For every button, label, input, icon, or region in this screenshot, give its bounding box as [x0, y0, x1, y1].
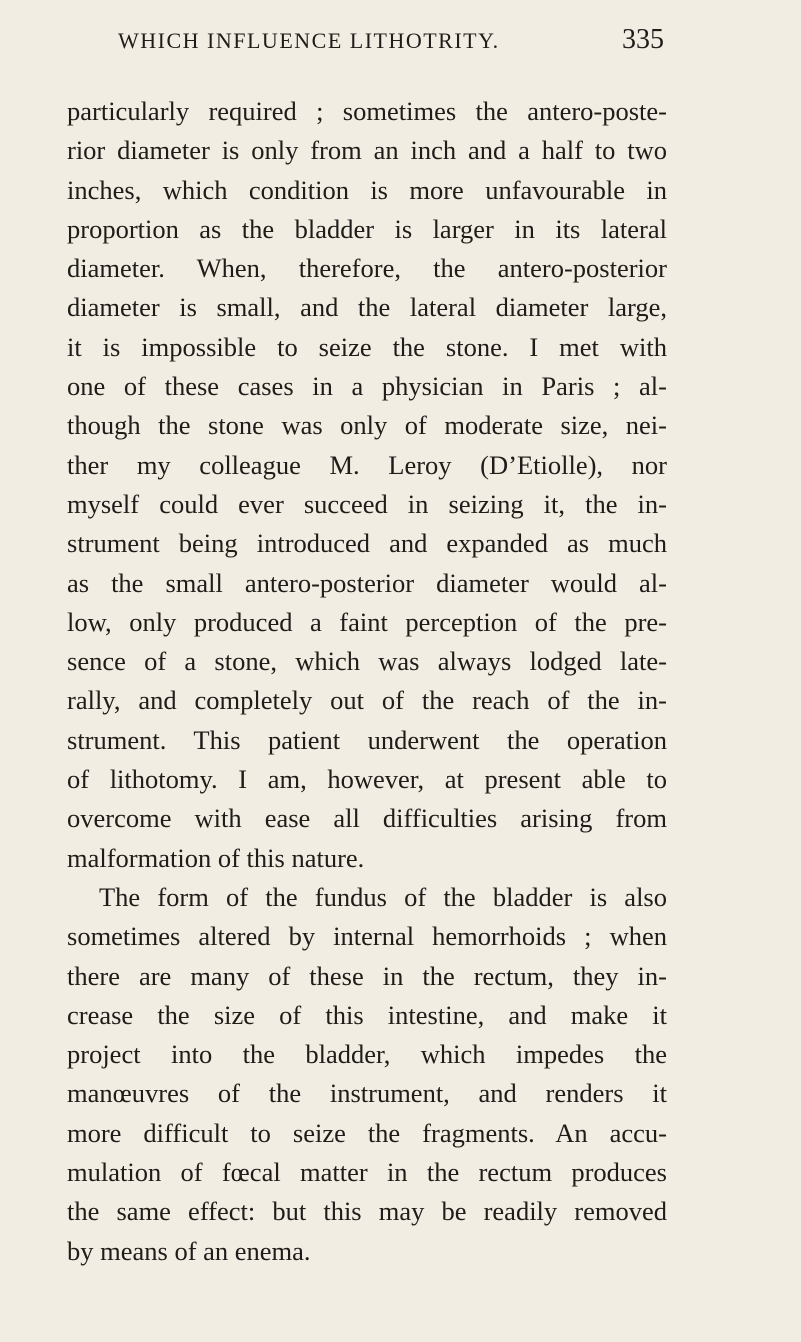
text-line: crease the size of this intestine, and make it [67, 999, 667, 1030]
page-number: 335 [622, 24, 664, 55]
text-line: though the stone was only of moderate size, nei- [67, 410, 667, 441]
text-line: strument. This patient underwent the operation [67, 724, 667, 755]
paragraph-end-line: malformation of this nature. [67, 842, 365, 873]
running-head: WHICH INFLUENCE LITHOTRITY. [118, 28, 500, 53]
text-line: there are many of these in the rectum, they in- [67, 960, 667, 991]
text-line: rior diameter is only from an inch and a half to two [67, 135, 667, 166]
text-line: of lithotomy. I am, however, at present able to [67, 764, 667, 795]
text-line: rally, and completely out of the reach of the in- [67, 685, 667, 716]
text-line: particularly required ; sometimes the antero-poste- [67, 96, 667, 126]
text-line: the same effect: but this may be readily removed [67, 1196, 667, 1227]
text-line: as the small antero-posterior diameter would al- [67, 567, 667, 598]
paragraph-end-line: by means of an enema. [67, 1235, 311, 1266]
body-text [67, 92, 667, 1271]
text-line: strument being introduced and expanded as much [67, 528, 667, 559]
text-line: ther my colleague M. Leroy (D’Etiolle), nor [67, 449, 667, 480]
text-line: myself could ever succeed in seizing it, the in- [67, 488, 667, 519]
paragraph-start-line: The form of the fundus of the bladder is also [99, 881, 667, 912]
text-line: low, only produced a faint perception of the pre- [67, 606, 667, 637]
text-line: diameter. When, therefore, the antero-posterior [67, 253, 667, 284]
text-line: inches, which condition is more unfavourable in [67, 174, 667, 205]
text-line: diameter is small, and the lateral diameter large, [67, 292, 667, 323]
text-line: it is impossible to seize the stone. I met with [67, 331, 667, 362]
text-line: proportion as the bladder is larger in its lateral [67, 213, 667, 244]
text-line: manœuvres of the instrument, and renders it [67, 1078, 667, 1109]
text-line: more difficult to seize the fragments. An accu- [67, 1117, 667, 1148]
text-line: mulation of fœcal matter in the rectum produces [67, 1157, 667, 1188]
text-line: sence of a stone, which was always lodged late- [67, 646, 667, 677]
text-line: one of these cases in a physician in Paris ; al- [67, 371, 667, 402]
text-line: overcome with ease all difficulties arising from [67, 803, 667, 834]
text-line: sometimes altered by internal hemorrhoids ; when [67, 921, 667, 952]
text-line: project into the bladder, which impedes the [67, 1039, 667, 1070]
